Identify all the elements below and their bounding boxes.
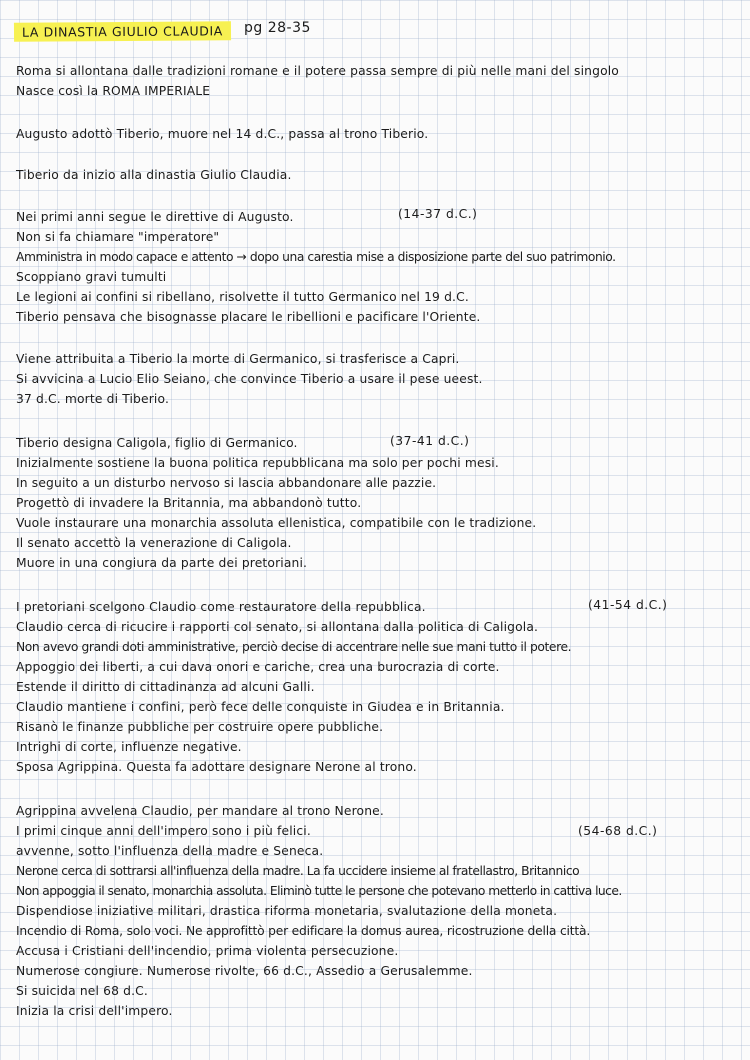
nerone-line-3: avvenne, sotto l'influenza della madre e Seneca. [16,844,324,858]
tiberio-line-2: Non si fa chiamare "imperatore" [16,230,220,244]
claudio-line-9: Sposa Agrippina. Questa fa adottare designare Nerone al trono. [16,760,417,774]
page-header [14,18,231,44]
claudio-line-1: I pretoriani scelgono Claudio come restauratore della repubblica. [16,600,426,614]
caligola-line-6: Il senato accettò la venerazione di Caligola. [16,536,292,550]
nerone-line-11: Inizia la crisi dell'impero. [16,1004,173,1018]
tiberio-line-3: Amministra in modo capace e attento → dopo una carestia mise a disposizione parte del suo patrimonio. [16,250,616,264]
claudio-line-7: Risanò le finanze pubbliche per costruire opere pubbliche. [16,720,384,734]
dinastia-line: Tiberio da inizio alla dinastia Giulio Claudia. [16,168,292,182]
nerone-line-2: I primi cinque anni dell'impero sono i più felici. [16,824,311,838]
tiberio-line-6: Tiberio pensava che bisognasse placare le ribellioni e pacificare l'Oriente. [16,310,481,324]
page-title: LA DINASTIA GIULIO CLAUDIA [14,21,231,42]
nerone-line-6: Dispendiose iniziative militari, drastica riforma monetaria, svalutazione della moneta. [16,904,558,918]
caligola-line-4: Progettò di invadere la Britannia, ma abbandonò tutto. [16,496,362,510]
tiberio-line-1: Nei primi anni segue le direttive di Augusto. [16,210,294,224]
claudio-line-8: Intrighi di corte, influenze negative. [16,740,242,754]
tiberio2-line-3: 37 d.C. morte di Tiberio. [16,392,170,406]
nerone-line-9: Numerose congiure. Numerose rivolte, 66 d.C., Assedio a Gerusalemme. [16,964,473,978]
intro-line-1: Roma si allontana dalle tradizioni romane e il potere passa sempre di più nelle mani del singolo [16,64,619,78]
caligola-date: (37-41 d.C.) [390,434,470,448]
nerone-line-10: Si suicida nel 68 d.C. [16,984,148,998]
tiberio-line-4: Scoppiano gravi tumulti [16,270,167,284]
nerone-line-1: Agrippina avvelena Claudio, per mandare al trono Nerone. [16,804,384,818]
claudio-line-6: Claudio mantiene i confini, però fece delle conquiste in Giudea e in Britannia. [16,700,505,714]
page-reference: pg 28-35 [244,20,311,36]
nerone-line-7: Incendio di Roma, solo voci. Ne approfittò per edificare la domus aurea, ricostruzione della città. [16,924,591,938]
caligola-line-2: Inizialmente sostiene la buona politica repubblicana ma solo per pochi mesi. [16,456,499,470]
caligola-line-1: Tiberio designa Caligola, figlio di Germanico. [16,436,298,450]
intro-line-2: Nasce così la ROMA IMPERIALE [16,84,211,98]
claudio-line-3: Non avevo grandi doti amministrative, perciò decise di accentrare nelle sue mani tutto il potere. [16,640,572,654]
claudio-date: (41-54 d.C.) [588,598,668,612]
nerone-line-4: Nerone cerca di sottrarsi all'influenza della madre. La fa uccidere insieme al fratellastro, Britannico [16,864,580,878]
claudio-line-4: Appoggio dei liberti, a cui dava onori e cariche, crea una burocrazia di corte. [16,660,500,674]
caligola-line-7: Muore in una congiura da parte dei pretoriani. [16,556,308,570]
tiberio-line-5: Le legioni ai confini si ribellano, risolvette il tutto Germanico nel 19 d.C. [16,290,469,304]
tiberio-date: (14-37 d.C.) [398,207,478,221]
nerone-line-5: Non appoggia il senato, monarchia assoluta. Eliminò tutte le persone che potevano metterlo in cattiva luce. [16,884,622,898]
claudio-line-5: Estende il diritto di cittadinanza ad alcuni Galli. [16,680,315,694]
tiberio2-line-1: Viene attribuita a Tiberio la morte di Germanico, si trasferisce a Capri. [16,352,460,366]
tiberio2-line-2: Si avvicina a Lucio Elio Seiano, che convince Tiberio a usare il pese ueest. [16,372,483,386]
augusto-line: Augusto adottò Tiberio, muore nel 14 d.C., passa al trono Tiberio. [16,127,429,141]
caligola-line-3: In seguito a un disturbo nervoso si lascia abbandonare alle pazzie. [16,476,437,490]
nerone-line-8: Accusa i Cristiani dell'incendio, prima violenta persecuzione. [16,944,399,958]
nerone-date: (54-68 d.C.) [578,824,658,838]
claudio-line-2: Claudio cerca di ricucire i rapporti col senato, si allontana dalla politica di Caligola. [16,620,539,634]
caligola-line-5: Vuole instaurare una monarchia assoluta ellenistica, compatibile con le tradizione. [16,516,537,530]
